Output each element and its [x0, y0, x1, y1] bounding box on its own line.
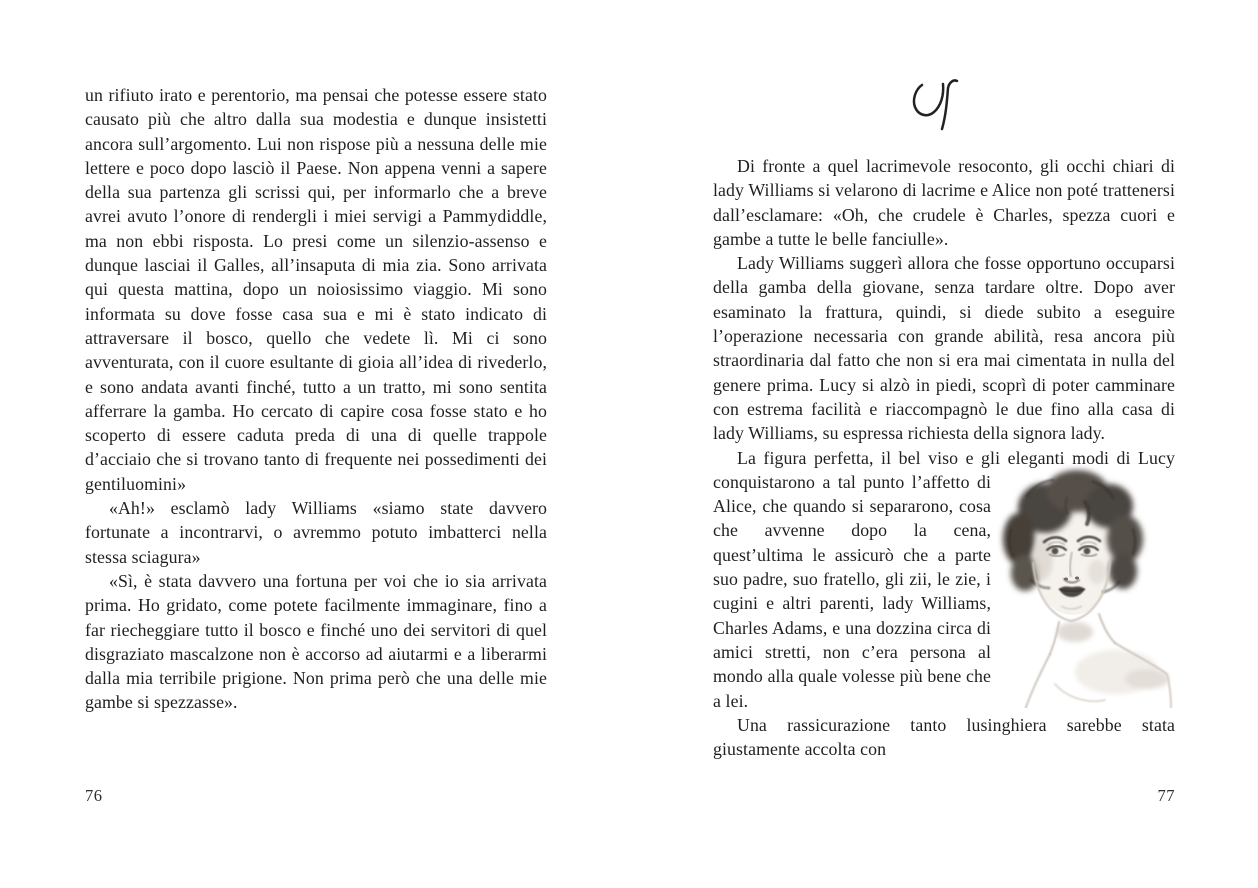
paragraph: La figura perfetta, il bel viso e gli eleganti modi di Lucy conquistarono a tal punto l’affetto di Alice, che quando si separarono, cosa che avvenne dopo la cena, quest’ultima le assicurò che a parte suo padre, suo fratello, gli zii, le zie, i cugini e altri parenti, lady Williams, Charles Adams, e una dozzina circa di amici stretti, non c’era persona al mondo alla quale volesse più bene che a lei.	[713, 447, 1175, 711]
page-number-right: 77	[1157, 786, 1175, 805]
chapter-numeral-script-vi	[909, 73, 979, 137]
paragraph: «Sì, è stata davvero una fortuna per voi che io sia arrivata prima. Ho gridato, come potete facilmente immaginare, fino a far riecheggiare tutto il bosco e finché uno dei servitori di quel disgraziato mascalzone non è accorso ad aiutarmi e a liberarmi dalla mia terribile prigione. Non prima però che una delle mie gambe si spezzasse».	[85, 570, 547, 713]
paragraph: Lady Williams suggerì allora che fosse opportuno occuparsi della gamba della giovane, senza tardare oltre. Dopo aver esaminato la frattura, quindi, si diede subito a eseguire l’operazione necessaria con grande abilità, resa ancora più straordinaria dal fatto che non si era mai cimentata in nulla del genere prima. Lucy si alzò in piedi, scoprì di poter camminare con estrema facilità e riaccompagnò le due fino alla casa di lady Williams, su espressa richiesta della signora lady.	[713, 253, 1175, 444]
paragraph: Una rassicurazione tanto lusinghiera sarebbe stata giustamente accolta con	[713, 714, 1175, 760]
paragraph: Di fronte a quel lacrimevole resoconto, gli occhi chiari di lady Williams si velarono di lacrime e Alice non poté trattenersi dall’esclamare: «Oh, che crudele è Charles, spezza cuori e gambe a tutte le belle fanciulle».	[713, 156, 1175, 249]
page-left	[85, 83, 547, 715]
paragraph: un rifiuto irato e perentorio, ma pensai che potesse essere stato causato più che altro dalla sua modestia e dunque insistetti ancora sull’argomento. Lui non rispose più a nessuna delle mie lettere e poco dopo lasciò il Paese. Non appena venni a sapere della sua partenza gli scrissi qui, per informarlo che a breve avrei avuto l’onore di rendergli i miei servigi a Pammydiddle, ma non ebbi risposta. Lo presi come un silenzio-assenso e dunque lasciai il Galles, all’insaputa di mia zia. Sono arrivata qui questa mattina, dopo un noiosissimo viaggio. Mi sono informata su dove fosse casa sua e mi è stato indicato di attraversare il bosco, quello che vedete lì. Mi ci sono avventurata, con il cuore esultante di gioia all’idea di rivederlo, e sono andata avanti finché, tutto a un tratto, mi sono sentita afferrare la gamba. Ho cercato di capire cosa fosse stato e ho scoperto di essere caduta preda di una di quelle trappole d’acciaio che si trovano tanto di frequente nei possedimenti dei gentiluomini»	[85, 85, 547, 494]
paragraph: «Ah!» esclamò lady Williams «siamo state davvero fortunate a incontrarvi, o avremmo potuto imbatterci nella stessa sciagura»	[85, 498, 547, 567]
woman-portrait-sketch	[997, 446, 1175, 708]
chapter-heading	[713, 70, 1175, 140]
page-right	[713, 70, 1175, 761]
page-number-left: 76	[85, 786, 103, 805]
woman-portrait-illustration	[997, 446, 1175, 708]
